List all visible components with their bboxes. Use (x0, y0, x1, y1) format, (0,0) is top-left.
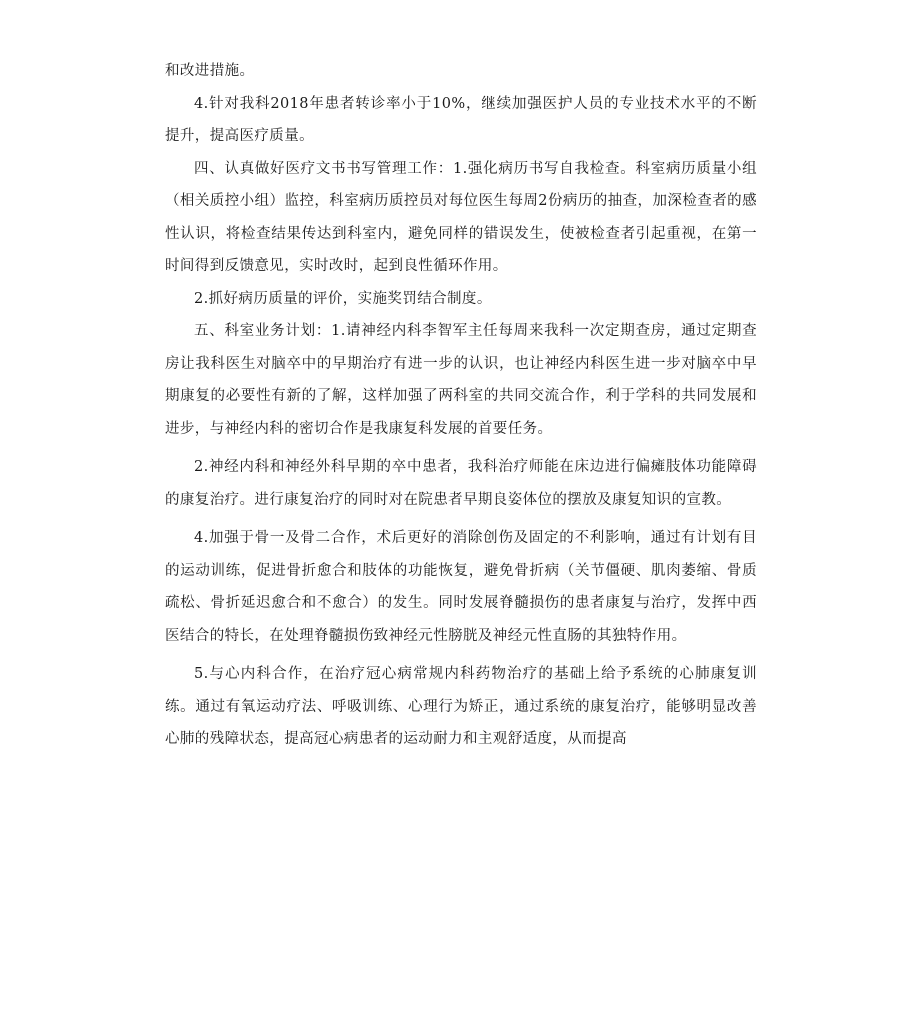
document-body (165, 55, 757, 756)
paragraph-section-4-medical-records: 四、认真做好医疗文书书写管理工作：1.强化病历书写自我检查。科室病历质量小组（相关质控小组）监控，科室病历质控员对每位医生每周2份病历的抽查，加深检查者的感性认识，将检查结果传达到科室内，避免同样的错误发生，使被检查者引起重视，在第一时间得到反馈意见，实时改时，起到良性循环作用。 (165, 160, 757, 274)
paragraph-section-5-business-plan: 五、科室业务计划：1.请神经内科李智军主任每周来我科一次定期查房，通过定期查房让我科医生对脑卒中的早期治疗有进一步的认识，也让神经内科医生进一步对脑卒中早期康复的必要性有新的了解，这样加强了两科室的共同交流合作，利于学科的共同发展和进步，与神经内科的密切合作是我康复科发展的首要任务。 (165, 323, 757, 437)
paragraph-item-5-cardiology: 5.与心内科合作，在治疗冠心病常规内科药物治疗的基础上给予系统的心肺康复训练。通过有氧运动疗法、呼吸训练、心理行为矫正，通过系统的康复治疗，能够明显改善心肺的残障状态，提高冠心病患者的运动耐力和主观舒适度，从而提高 (165, 666, 757, 747)
paragraph-continuation: 和改进措施。 (165, 63, 255, 79)
paragraph-item-2-stroke-rehab: 2.神经内科和神经外科早期的卒中患者，我科治疗师能在床边进行偏瘫肢体功能障碍的康复治疗。进行康复治疗的同时对在院患者早期良姿体位的摆放及康复知识的宣教。 (165, 459, 757, 508)
paragraph-item-2-record-quality: 2.抓好病历质量的评价，实施奖罚结合制度。 (194, 290, 492, 307)
paragraph-item-4-orthopedic: 4.加强于骨一及骨二合作，术后更好的消除创伤及固定的不利影响，通过有计划有目的运动训练，促进骨折愈合和肢体的功能恢复，避免骨折病（关节僵硬、肌肉萎缩、骨质疏松、骨折延迟愈合和不愈合）的发生。同时发展脊髓损伤的患者康复与治疗，发挥中西医结合的特长，在处理脊髓损伤致神经元性膀胱及神经元性直肠的其独特作用。 (165, 530, 757, 644)
paragraph-item-4-referral-rate: 4.针对我科2018年患者转诊率小于10%，继续加强医护人员的专业技术水平的不断提升，提高医疗质量。 (165, 95, 757, 144)
